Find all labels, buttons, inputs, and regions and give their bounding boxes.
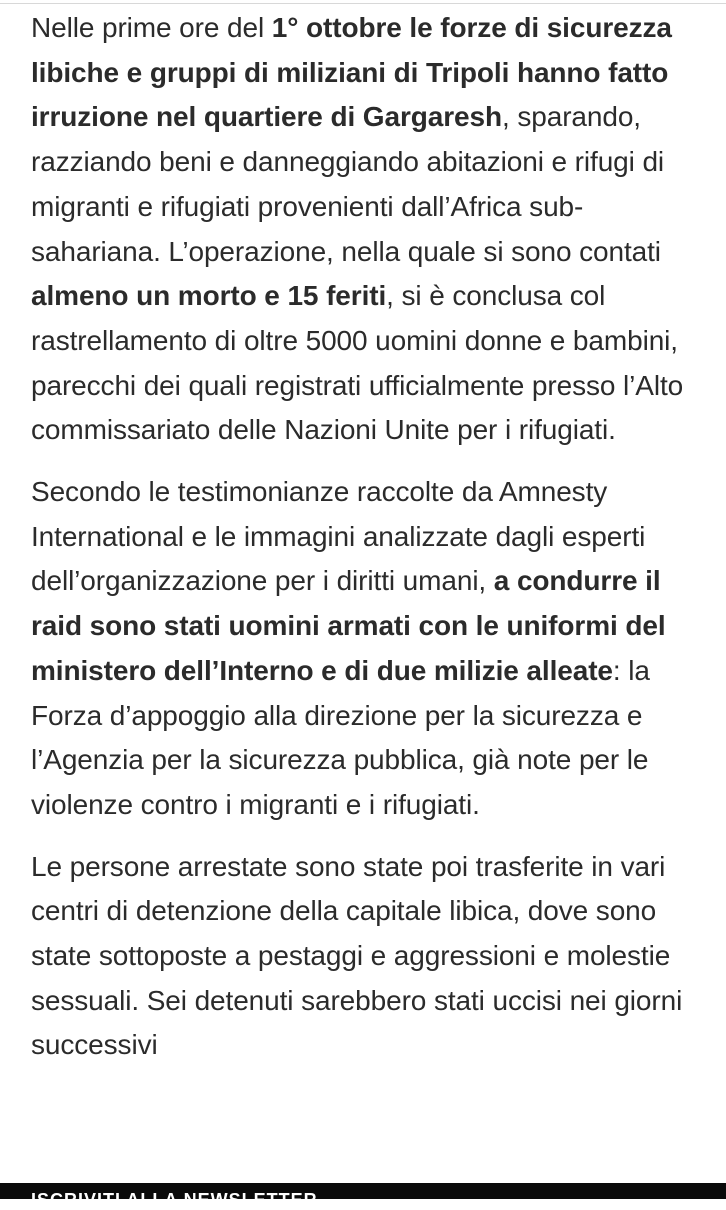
paragraph-3 xyxy=(31,845,707,1069)
paragraph-1-text-1: Nelle prime ore del xyxy=(31,12,272,43)
top-divider xyxy=(0,3,726,4)
newsletter-banner-label[interactable]: ISCRIVITI ALLA NEWSLETTER xyxy=(31,1190,318,1210)
paragraph-2-bold-1: a condurre il raid sono stati uomini armati con le uniformi del ministero dell’Interno e di due milizie alleate xyxy=(31,565,666,686)
paragraph-2-text-2: : la Forza d’appoggio alla direzione per la sicurezza e l’Agenzia per la sicurezza pubblica, già note per le violenze contro i migranti e i rifugiati. xyxy=(31,654,650,820)
paragraph-1-bold-2: almeno un morto e 15 feriti xyxy=(31,280,387,312)
paragraph-2 xyxy=(31,470,707,828)
newsletter-banner[interactable] xyxy=(0,1183,726,1210)
paragraph-1-bold-1: 1° ottobre le forze di sicurezza libiche e gruppi di miliziani di Tripoli hanno fatto irruzione nel quartiere di Gargaresh xyxy=(31,12,672,133)
paragraph-2-text-1: Secondo le testimonianze raccolte da Amnesty International e le immagini analizzate dagli esperti dell’organizzazione per i diritti umani, xyxy=(31,476,646,597)
paragraph-1-text-3: , si è conclusa col rastrellamento di oltre 5000 uomini donne e bambini, parecchi dei quali registrati ufficialmente presso l’Alto commissariato delle Nazioni Unite per i rifugiati. xyxy=(31,280,684,446)
paragraph-1-text-2: , sparando, razziando beni e danneggiando abitazioni e rifugi di migranti e rifugiati provenienti dall’Africa sub-sahariana. L’operazione, nella quale si sono contati xyxy=(31,101,665,267)
paragraph-1 xyxy=(31,6,707,453)
paragraph-3-text-1: Le persone arrestate sono state poi trasferite in vari centri di detenzione della capitale libica, dove sono state sottoposte a pestaggi e aggressioni e molestie sessuali. Sei detenuti sarebbero stati uccisi nei giorni successivi xyxy=(31,850,683,1061)
article-body xyxy=(31,6,707,1085)
